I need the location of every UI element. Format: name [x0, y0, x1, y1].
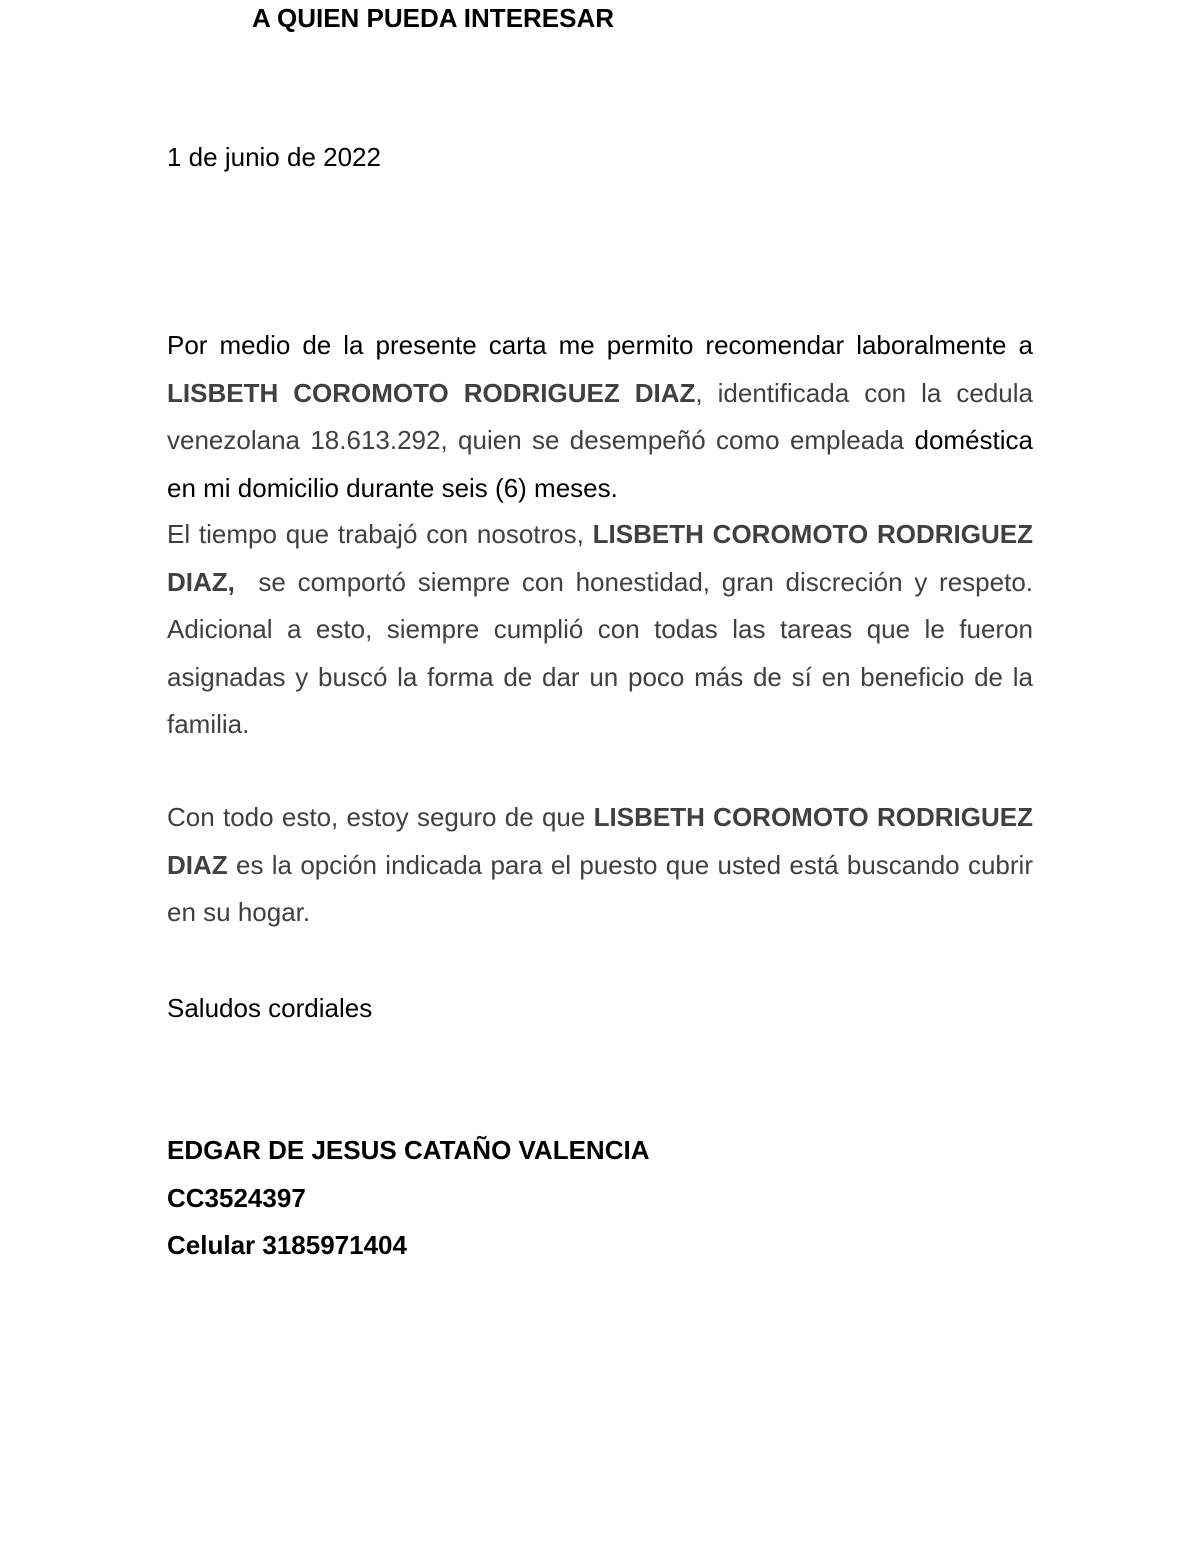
paragraph-2-intro: El tiempo que trabajó con nosotros,: [167, 519, 584, 549]
employee-name: LISBETH COROMOTO RODRIGUEZ DIAZ: [167, 377, 696, 408]
closing-salutation: Saludos cordiales: [167, 993, 373, 1023]
employee-name: LISBETH COROMOTO RODRIGUEZ DIAZ,: [167, 519, 1033, 597]
employee-name: LISBETH COROMOTO RODRIGUEZ DIAZ: [167, 802, 1033, 880]
letter-heading: A QUIEN PUEDA INTERESAR: [251, 3, 615, 33]
paragraph-1-identification: , identificada con la cedula venezolana 18.613.292, quien se desempeñó como empleada: [167, 377, 1033, 455]
paragraph-3-rest: es la opción indicada para el puesto que usted está buscando cubrir en su hogar.: [167, 849, 1033, 927]
paragraph-conduct: [167, 511, 1033, 749]
letter-date: 1 de junio de 2022: [167, 142, 381, 172]
paragraph-recommendation: [167, 322, 1033, 512]
paragraph-1-rest: doméstica en mi domicilio durante seis (6) meses.: [167, 425, 1033, 503]
paragraph-1-intro: Por medio de la presente carta me permito recomendar laboralmente a: [167, 330, 1033, 360]
signatory-id: CC3524397: [167, 1183, 306, 1213]
paragraph-conclusion: [167, 794, 1033, 937]
paragraph-3-intro: Con todo esto, estoy seguro de que: [167, 802, 586, 832]
paragraph-2-rest: se comportó siempre con honestidad, gran discreción y respeto. Adicional a esto, siempre cumplió con todas las tareas que le fueron asignadas y buscó la forma de dar un poco más de sí en beneficio de la familia.: [167, 566, 1033, 739]
signatory-phone: Celular 3185971404: [167, 1230, 407, 1260]
signatory-name: EDGAR DE JESUS CATAÑO VALENCIA: [167, 1135, 650, 1165]
